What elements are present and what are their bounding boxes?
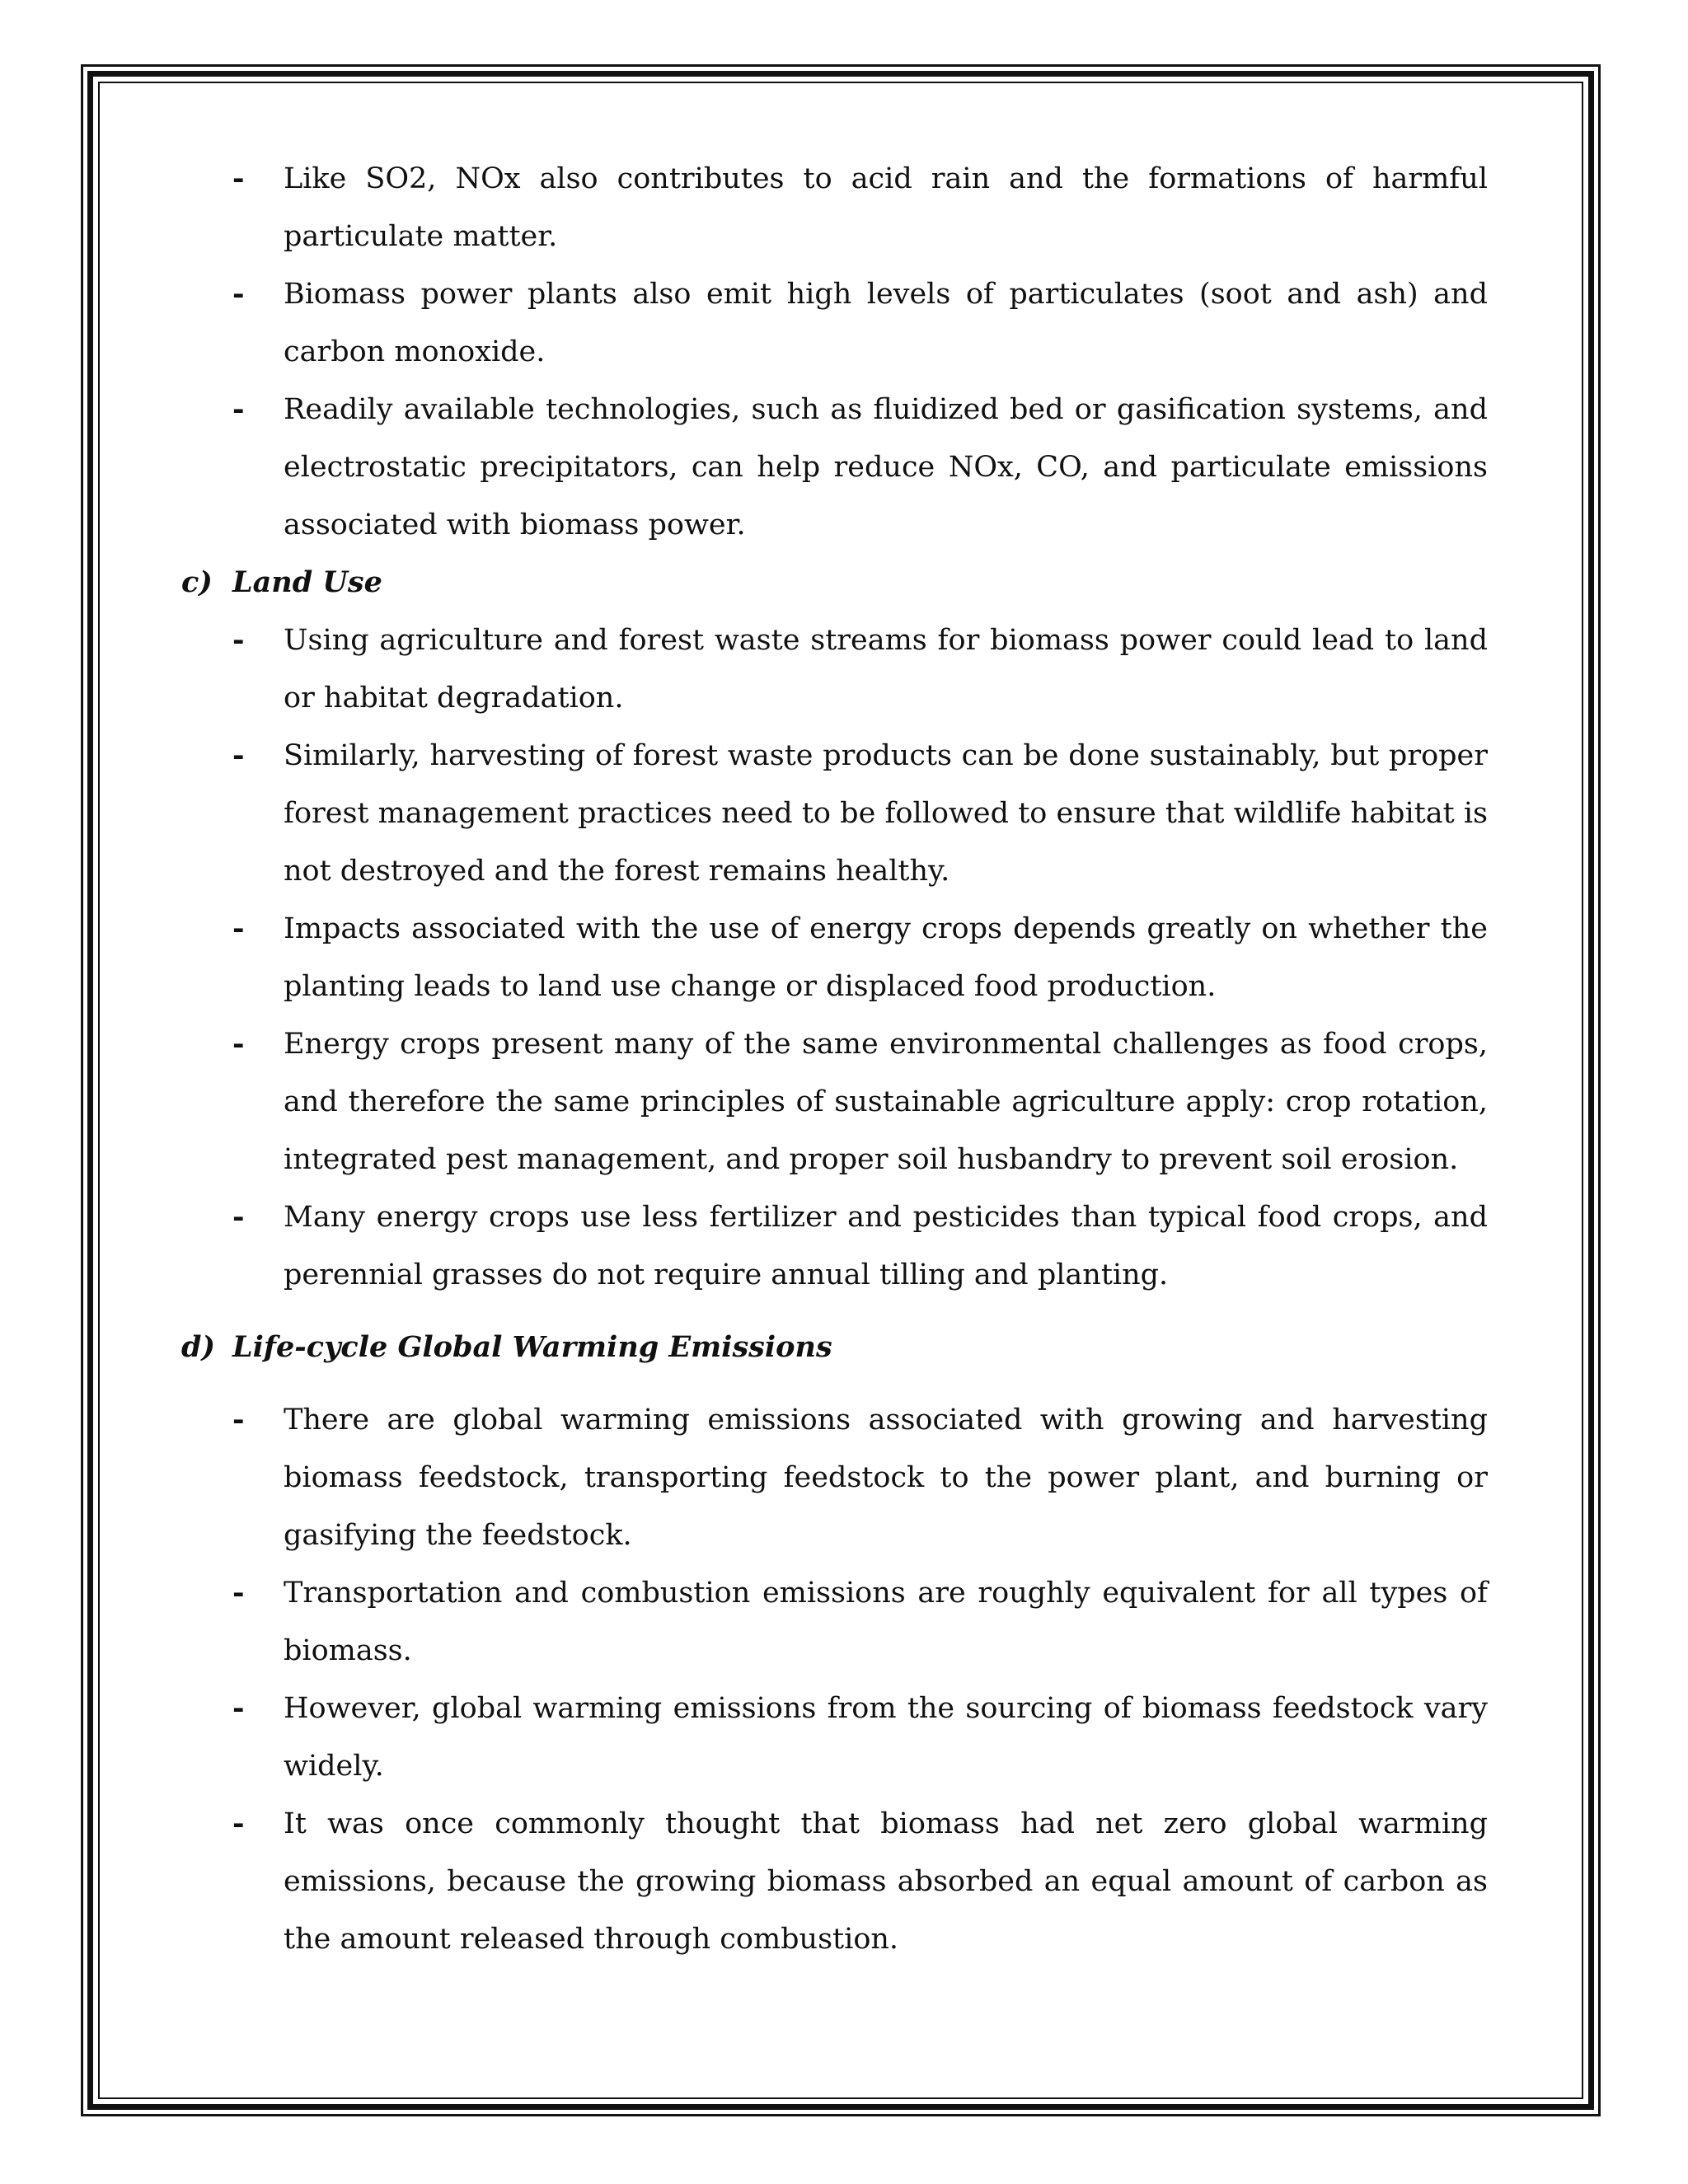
bullet-text: Using agriculture and forest waste streams for biomass power could lead to land or habitat degradation. <box>284 624 1488 715</box>
bullet-item <box>181 1680 1488 1795</box>
bullet-item <box>181 900 1488 1015</box>
bullet-text: There are global warming emissions associated with growing and harvesting biomass feedstock, transporting feedstock to the power plant, and burning or gasifying the feedstock. <box>284 1404 1488 1552</box>
bullet-text: However, global warming emissions from the sourcing of biomass feedstock vary widely. <box>284 1692 1488 1783</box>
bullet-text: Transportation and combustion emissions are roughly equivalent for all types of biomass. <box>284 1577 1488 1667</box>
bullet-dash: - <box>232 1027 245 1061</box>
section-heading-life-cycle-emissions <box>181 1319 1488 1376</box>
bullet-dash: - <box>232 1576 245 1610</box>
bullet-dash: - <box>232 623 245 657</box>
bullet-item <box>181 1795 1488 1968</box>
bullet-text: Similarly, harvesting of forest waste products can be done sustainably, but proper forest management practices need to be followed to ensure that wildlife habitat is not destroyed and the forest remains healthy. <box>284 739 1488 888</box>
bullet-text: Readily available technologies, such as fluidized bed or gasification systems, and electrostatic precipitators, can help reduce NOx, CO, and particulate emissions associated with biomass power. <box>284 393 1488 541</box>
section-letter: c) <box>181 565 213 599</box>
bullet-text: Like SO2, NOx also contributes to acid rain and the formations of harmful particulate matter. <box>284 162 1488 253</box>
bullet-text: Impacts associated with the use of energy crops depends greatly on whether the planting leads to land use change or displaced food production. <box>284 912 1488 1003</box>
bullet-item <box>181 1015 1488 1188</box>
bullet-dash: - <box>232 1807 245 1840</box>
bullet-dash: - <box>232 392 245 426</box>
bullet-dash: - <box>232 1200 245 1234</box>
bullet-dash: - <box>232 738 245 772</box>
bullet-text: Energy crops present many of the same environmental challenges as food crops, and therefore the same principles of sustainable agriculture apply: crop rotation, integrated pest management, and proper soil husbandry to prevent soil erosion. <box>284 1028 1488 1176</box>
section-letter: d) <box>181 1330 216 1364</box>
bullet-item <box>181 265 1488 381</box>
bullet-dash: - <box>232 1691 245 1725</box>
bullet-dash: - <box>232 162 245 195</box>
bullet-item <box>181 150 1488 265</box>
bullet-item <box>181 727 1488 900</box>
bullet-item <box>181 1564 1488 1680</box>
section-heading-land-use <box>181 554 1488 612</box>
bullet-dash: - <box>232 1403 245 1436</box>
document-body <box>181 150 1488 1968</box>
bullet-dash: - <box>232 912 245 945</box>
section-title: Life-cycle Global Warming Emissions <box>232 1330 832 1364</box>
bullet-text: It was once commonly thought that biomass had net zero global warming emissions, because the growing biomass absorbed an equal amount of carbon as the amount released through combustion. <box>284 1807 1488 1956</box>
bullet-text: Many energy crops use less fertilizer and pesticides than typical food crops, and perennial grasses do not require annual tilling and planting. <box>284 1201 1488 1291</box>
bullet-item <box>181 381 1488 554</box>
bullet-dash: - <box>232 277 245 311</box>
bullet-item <box>181 1391 1488 1564</box>
bullet-item <box>181 1188 1488 1304</box>
bullet-text: Biomass power plants also emit high levels of particulates (soot and ash) and carbon monoxide. <box>284 278 1488 368</box>
bullet-item <box>181 612 1488 727</box>
section-title: Land Use <box>232 565 382 599</box>
